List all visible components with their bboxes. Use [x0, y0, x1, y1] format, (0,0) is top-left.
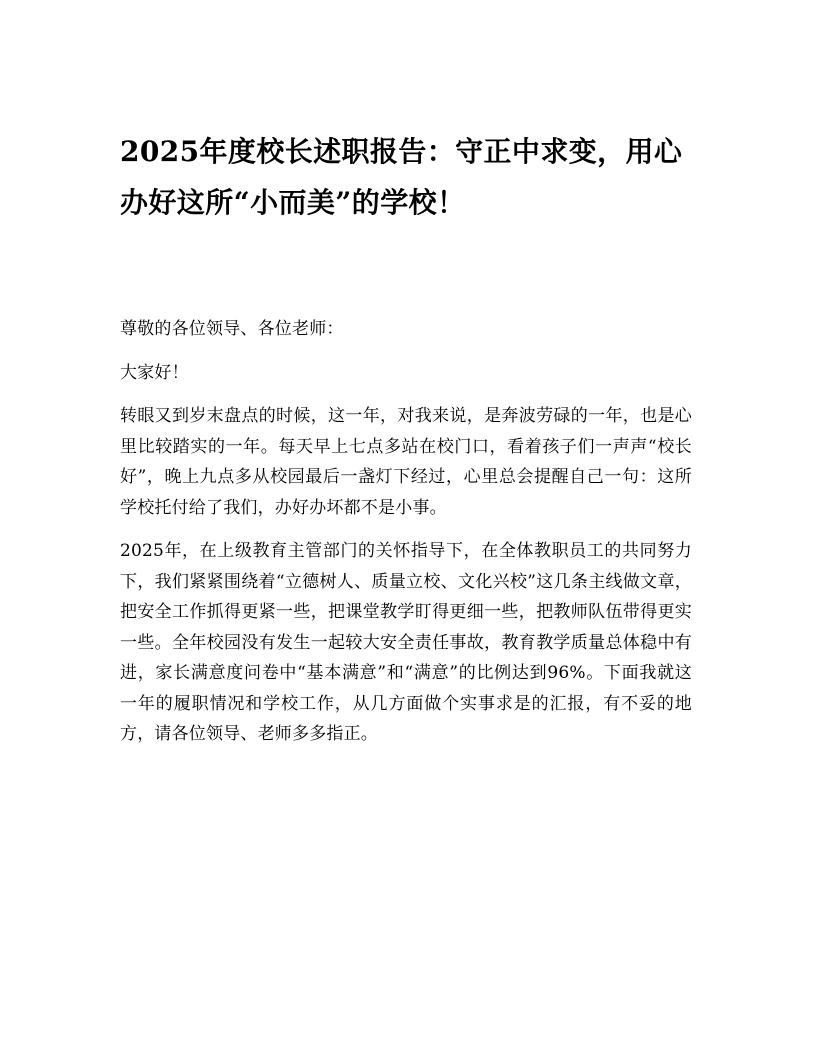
salutation: 尊敬的各位领导、各位老师：: [120, 319, 344, 339]
paragraph-summary: 2025年，在上级教育主管部门的关怀指导下，在全体教职员工的共同努力下，我们紧紧围绕着“立德树人、质量立校、文化兴校”这几条主线做文章，把安全工作抓得更紧一些，把课堂教学盯得更细一些，把教师队伍带得更实一些。全年校园没有发生一起较大安全责任事故，教育教学质量总体稳中有进，家长满意度问卷中“基本满意”和“满意”的比例达到96%。下面我就这一年的履职情况和学校工作，从几方面做个实事求是的汇报，有不妥的地方，请各位领导、老师多多指正。: [120, 541, 692, 744]
document-content: [120, 126, 692, 763]
paragraph-intro: 转眼又到岁末盘点的时候，这一年，对我来说，是奔波劳碌的一年，也是心里比较踏实的一年。每天早上七点多站在校门口，看着孩子们一声声“校长好”，晚上九点多从校园最后一盏灯下经过，心里总会提醒自己一句：这所学校托付给了我们，办好办坏都不是小事。: [120, 406, 692, 518]
greeting: 大家好！: [120, 362, 189, 383]
document-body: [120, 314, 692, 750]
document-title: 2025年度校长述职报告：守正中求变，用心办好这所“小而美”的学校！: [120, 135, 683, 219]
